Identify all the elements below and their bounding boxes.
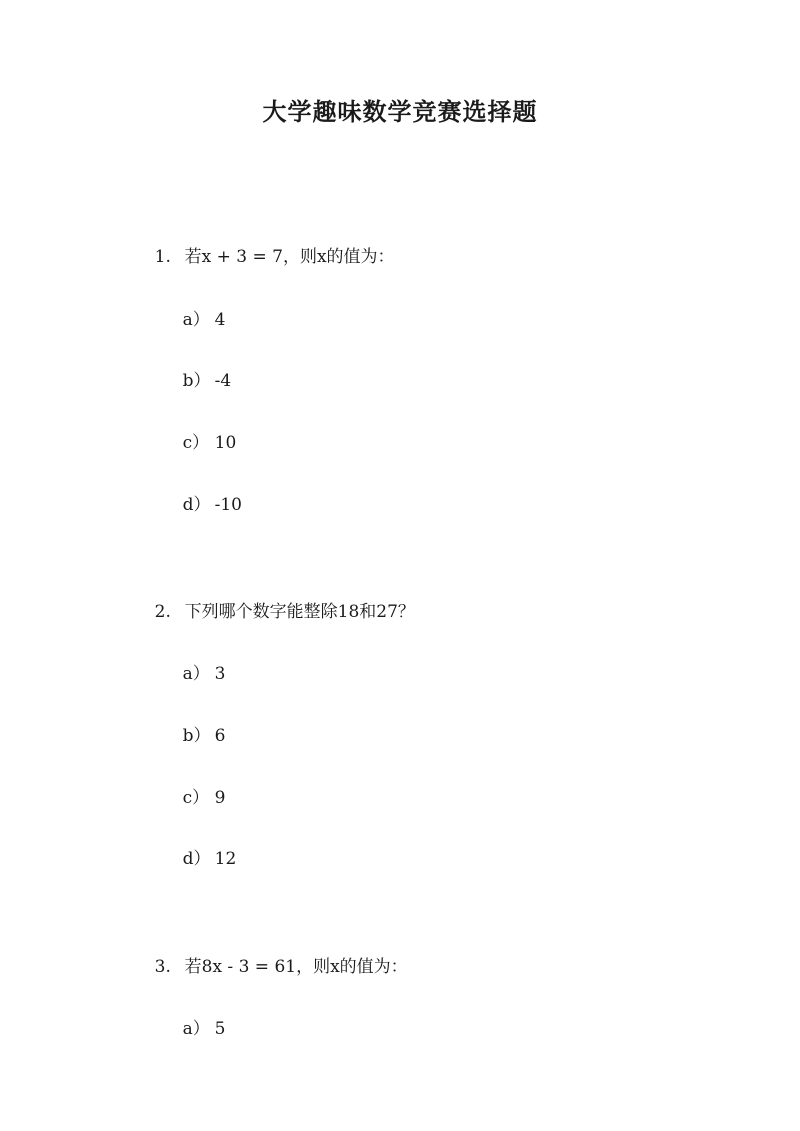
option-value: 4 [214, 310, 226, 330]
option-letter: c） [182, 433, 210, 453]
option-letter: b） [182, 371, 211, 391]
question-text: 下列哪个数字能整除18和27？ [184, 602, 415, 622]
option-letter: a） [182, 310, 210, 330]
question-text: 若x + 3 = 7，则x的值为： [184, 247, 395, 267]
option-letter: c） [182, 788, 210, 808]
question-2-option-d [161, 820, 236, 898]
question-1-option-d [161, 466, 242, 544]
option-letter: a） [182, 664, 210, 684]
option-letter: d） [182, 495, 211, 515]
option-value: 3 [214, 664, 226, 684]
option-letter: d） [182, 849, 211, 869]
question-number: 2. [154, 602, 171, 622]
question-3-option-a [161, 990, 225, 1068]
page-title: 大学趣味数学竞赛选择题 [262, 97, 538, 126]
question-number: 3. [154, 957, 171, 977]
question-text: 若8x - 3 = 61，则x的值为： [184, 957, 408, 977]
option-value: -4 [214, 371, 232, 391]
option-value: 12 [214, 849, 237, 869]
option-value: -10 [214, 495, 243, 515]
question-number: 1. [154, 247, 171, 267]
option-value: 6 [214, 726, 226, 746]
option-letter: a） [182, 1019, 210, 1039]
option-value: 10 [214, 433, 237, 453]
option-letter: b） [182, 726, 211, 746]
option-value: 5 [214, 1019, 226, 1039]
option-value: 9 [214, 788, 226, 808]
